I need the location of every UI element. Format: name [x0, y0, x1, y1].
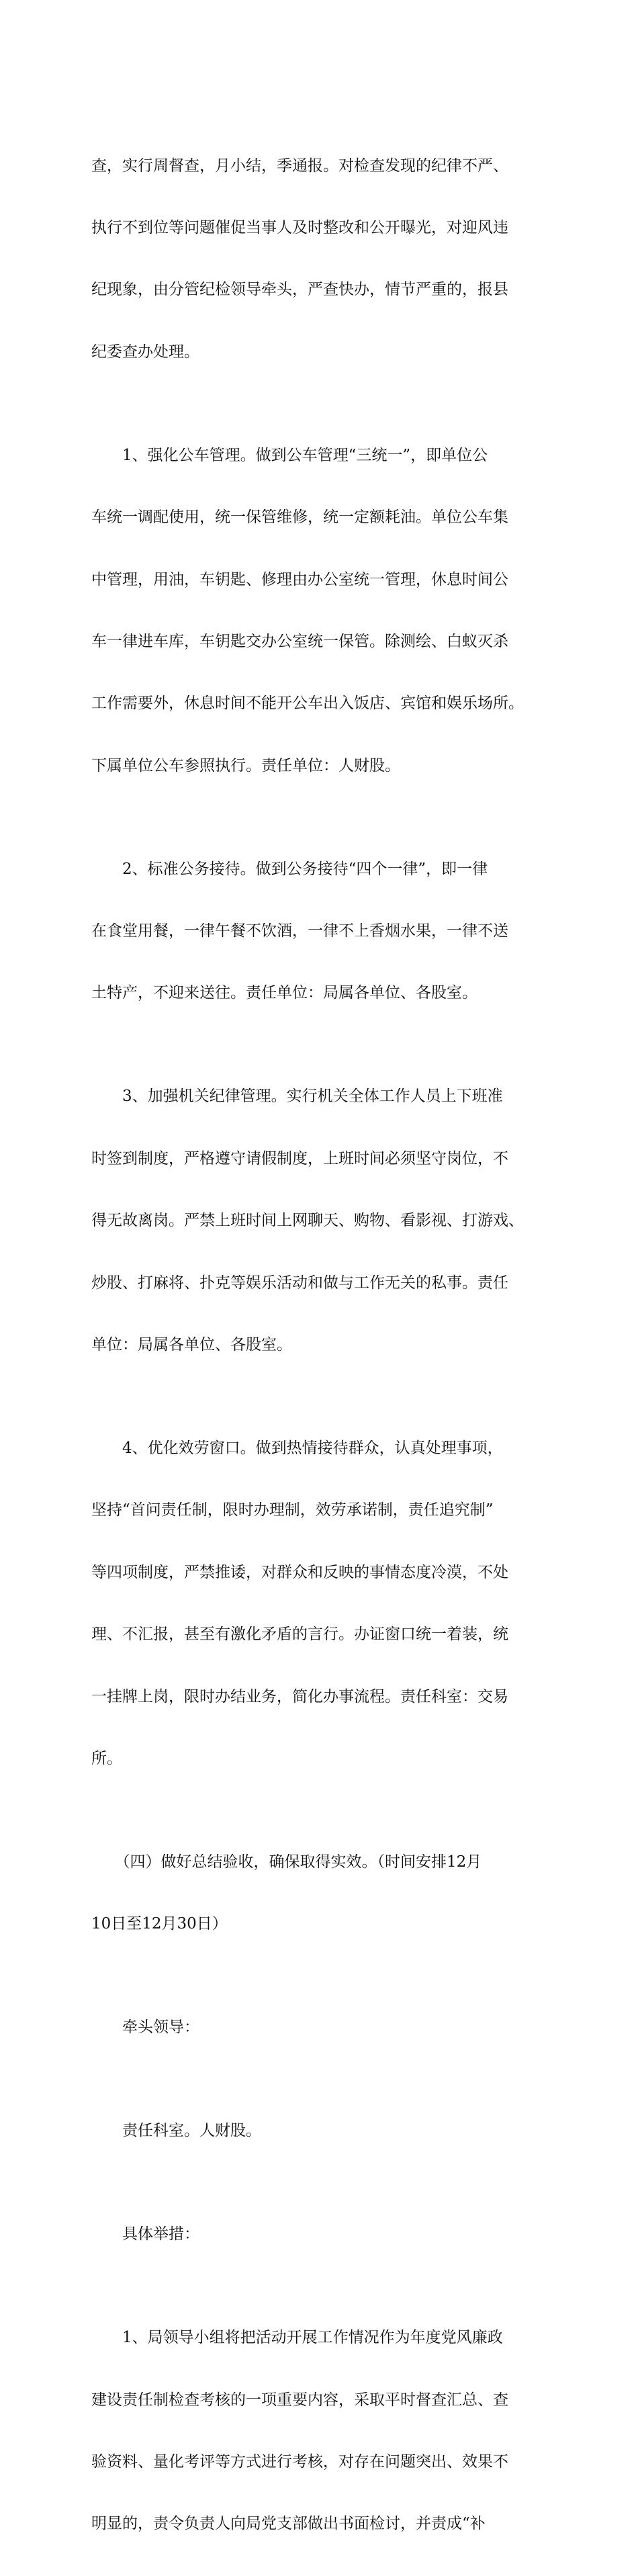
text-line: 单位：局属各单位、各股室。 [91, 1336, 292, 1354]
paragraph-item-2-reception [91, 817, 568, 1045]
text-line: 工作需要外，休息时间不能开公车出入饭店、宾馆和娱乐场所。 [91, 695, 524, 713]
text-line: 车一律进车库，车钥匙交办公室统一保管。除测绘、白蚁灭杀 [91, 632, 508, 650]
text-line: 1、强化公车管理。做到公车管理“三统一”，即单位公 [91, 446, 488, 464]
paragraph-item-1-vehicles [91, 404, 568, 817]
paragraph-lead [91, 1976, 568, 2080]
text-line: 所。 [91, 1749, 122, 1767]
text-line: 在食堂用餐，一律午餐不饮酒，一律不上香烟水果，一律不送 [91, 922, 508, 940]
paragraph-inspection-intro [91, 114, 568, 404]
paragraph-responsible-dept [91, 2080, 568, 2183]
text-line: 2、标准公务接待。做到公务接待“四个一律”，即一律 [91, 860, 488, 878]
text-line: 具体举措： [91, 2225, 199, 2244]
paragraph-item-3-discipline [91, 1045, 568, 1397]
text-line: 纪现象，由分管纪检领导牵头，严查快办，情节严重的，报县 [91, 281, 508, 299]
text-line: 等四项制度，严禁推诿，对群众和反映的事情态度冷漠，不处 [91, 1563, 508, 1581]
text-line: 一挂牌上岗，限时办结业务，简化办事流程。责任科室：交易 [91, 1687, 508, 1705]
text-line: 时签到制度，严格遵守请假制度，上班时间必须坚守岗位，不 [91, 1149, 508, 1167]
paragraph-section-4-summary [91, 1810, 568, 1975]
paragraph-measure-1 [91, 2286, 568, 2576]
text-line: 建设责任制检查考核的一项重要内容，采取平时督查汇总、查 [91, 2391, 508, 2409]
text-line: 炒股、打麻将、扑克等娱乐活动和做与工作无关的私事。责任 [91, 1274, 508, 1292]
paragraph-item-4-service-window [91, 1396, 568, 1810]
text-line: 1、局领导小组将把活动开展工作情况作为年度党风廉政 [91, 2329, 503, 2347]
text-line: 10日至12月30日） [91, 1915, 228, 1933]
text-line: 中管理，用油，车钥匙、修理由办公室统一管理，休息时间公 [91, 570, 508, 588]
document-body [91, 114, 568, 2576]
text-line: 3、加强机关纪律管理。实行机关全体工作人员上下班准 [91, 1087, 503, 1106]
text-line: 土特产，不迎来送往。责任单位：局属各单位、各股室。 [91, 984, 477, 1002]
text-line: 得无故离岗。严禁上班时间上网聊天、购物、看影视、打游戏、 [91, 1212, 524, 1230]
text-line: 查，实行周督查，月小结，季通报。对检查发现的纪律不严、 [91, 157, 508, 175]
text-line: （四）做好总结验收，确保取得实效。（时间安排12月 [91, 1853, 482, 1871]
text-line: 责任科室。人财股。 [91, 2122, 261, 2140]
text-line: 验资料、量化考评等方式进行考核，对存在问题突出、效果不 [91, 2453, 508, 2471]
text-line: 牵头领导： [91, 2018, 199, 2037]
text-line: 执行不到位等问题催促当事人及时整改和公开曝光，对迎风违 [91, 218, 508, 236]
text-line: 车统一调配使用，统一保管维修，统一定额耗油。单位公车集 [91, 508, 508, 527]
paragraph-measures-heading [91, 2183, 568, 2286]
text-line: 4、优化效劳窗口。做到热情接待群众，认真处理事项， [91, 1439, 503, 1457]
text-line: 纪委查办处理。 [91, 343, 199, 361]
text-line: 理、不汇报，甚至有激化矛盾的言行。办证窗口统一着装，统 [91, 1626, 508, 1644]
text-line: 坚持“首问责任制，限时办理制，效劳承诺制，责任追究制” [91, 1501, 494, 1519]
text-line: 明显的，责令负责人向局党支部做出书面检讨，并责成“补 [91, 2515, 486, 2533]
text-line: 下属单位公车参照执行。责任单位：人财股。 [91, 756, 400, 774]
